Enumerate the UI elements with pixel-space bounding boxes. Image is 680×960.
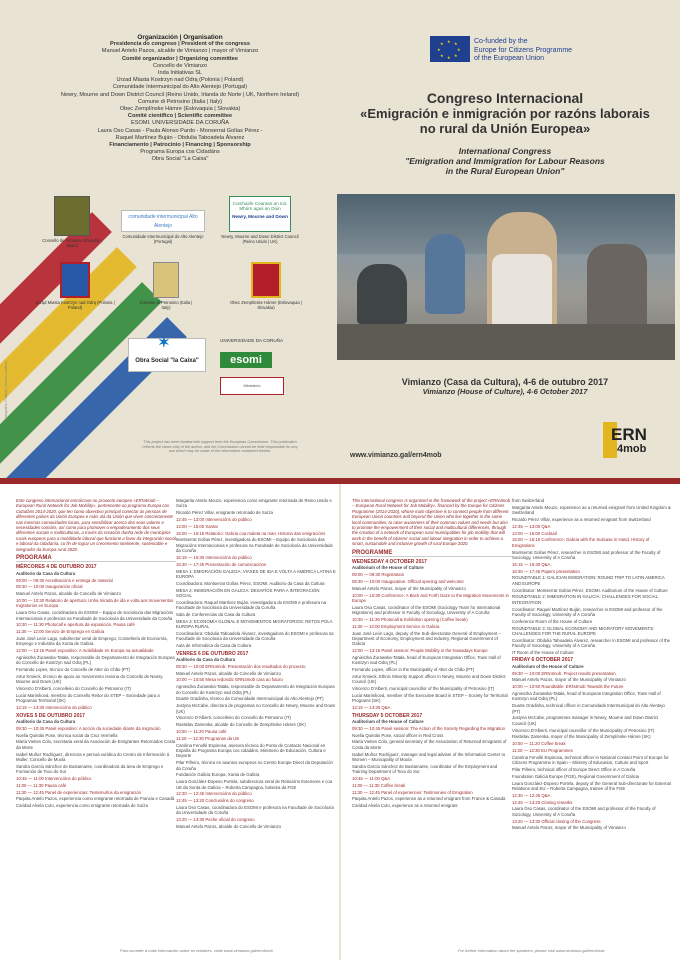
- program-item: Isabel Muñoz Rodríguez, directora e persoa xurídica do Centro de Información á Muller, Concello de Muxía: [16, 751, 170, 763]
- program-item: Lucia Mariniková, membro do Consello Reitor do STEP – Sociedade para a Programas Territorial (SK): [16, 693, 160, 704]
- eu-label-line: Europe for Citizens Programme: [474, 46, 573, 54]
- program-item: 12:45 — 13:00 Q&A: [512, 523, 551, 529]
- logo-ministerio-label: Ministerio: [220, 377, 284, 395]
- scientific-item: ESOMI. UNIVERSIDADE DA CORUÑA: [131, 120, 229, 127]
- title-en-3: in the Rural European Union": [445, 166, 565, 176]
- program-item: 10:30 — 11:30 Photocall & Exhibition opening (Coffee break): [352, 617, 468, 623]
- program-item: Sala de Conferencias da Casa da Cultura: [176, 612, 256, 617]
- place-en: Vimianzo (House of Culture), 4-6 October 2017: [422, 387, 588, 396]
- mob-logo-text: 4mob: [617, 443, 647, 455]
- logo-lacaixa-label: Obra Social "la Caixa": [135, 358, 199, 364]
- program-item: 12:30 — 12:45 Q&A: [512, 792, 551, 798]
- logo-ministerio: [220, 377, 284, 397]
- program-item: Sandra García Sánchez de Bustamante, coordinator of the Employment and Training Department of Toxo do Sur: [352, 763, 498, 775]
- program-item: Artur Kmieck, técnico de apoio ao movemento rexiona do Concello de Newry, Mourne and Down (UK): [16, 674, 164, 685]
- gl-day-2: XOVES 5 DE OUTUBRO 2017: [16, 712, 85, 719]
- logo-lacaixa: [128, 334, 206, 374]
- program-item: Coordinadora: Montserrat Golías Pérez, ESOMI. Auditorio da Casa da Cultura: [176, 580, 325, 586]
- program-item: Manuel Antelo Pazos, alcalde do Concello de Vimianzo: [176, 824, 282, 829]
- en-day-1: WEDNESDAY 4 OCTOBER 2017: [352, 559, 427, 566]
- en-day-1-items: [352, 572, 512, 710]
- program-item: Pilar Piñeiro, técnica en asuntos europeos no Centro Europe Direct da Deputación da Coruña: [176, 760, 333, 771]
- gl-footer: Para acceder á máis información sobre os relatores, visite www.vimianzo.gal/ern4mob: [120, 948, 273, 953]
- en-day-2-items: [352, 726, 512, 809]
- en-day-1-place: Auditorium of the House of Culture: [352, 565, 424, 571]
- logo-kostrzyn: [30, 262, 120, 310]
- program-item: 11:20 — 12:30 EU Programmes: [512, 748, 573, 753]
- funding-disclaimer: This project has been funded with support from the European Commission. This publication reflects the views only of the author, and the Commission cannot be held responsible for any use which may be made of the information contained therein.: [142, 440, 298, 454]
- presidency-name: Manuel Antelo Pazos, alcalde de Vimianzo | mayor of Vimianzo: [101, 48, 259, 55]
- program-item: 16:30 — 17:45 Papers presentation: [512, 568, 580, 574]
- logo-vimianzo: [42, 196, 102, 248]
- program-item: María Vieites Colo, secretaria xeral da Asociación de Emigrantes Retornados Costa da Morte: [16, 739, 176, 750]
- program-item: Noelia Quintás Pose, técnica social da Cruz Vermella: [16, 732, 118, 738]
- petrosino-crest-icon: [153, 262, 179, 298]
- program-item: Carolina Fenollé Espinosa, asesora técnica do Punto de Contacto Nacional en España do Programa Europa cos cidadáns, Ministerio de Educación, Cultura e Deporte: [176, 742, 326, 759]
- program-item: Vincenzo D'Alberti, municipal councillor of the Municipality of Petrosino (IT): [512, 727, 655, 733]
- en-program-column-1: [352, 498, 512, 810]
- program-item: Laura Oso Casas, coordinator of the ESOMI and professor of the Faculty of Sociology, University of A Coruña: [512, 806, 656, 817]
- program-item: 09:30 — 10:00 Inauguración oficial: [16, 584, 83, 590]
- program-item: 11:00 — 11:30 Coffee break: [352, 782, 406, 788]
- en-day-2-place: Auditorium of the House of Culture: [352, 719, 424, 725]
- program-item: Vincenzo D'Alberti, municipal councillor of the Municipality of Petrosino (IT): [352, 686, 495, 692]
- program-item: 13:00 — 15:00 Xantar: [176, 523, 219, 529]
- program-item: Laura Oso Casas, coordinadora do ESOMI – Equipo de Socioloxía das Migracións Internacionais e profesora na Facultade de Socioloxía da Universidade da Coruña: [16, 610, 174, 621]
- ern4mob-logo-icon: [603, 420, 659, 460]
- program-item: Vincenzo D'Alberti, concelleiro do Concello de Petrosino (IT): [16, 686, 131, 692]
- program-item: 10:50 — 11:20 Pausa café: [176, 729, 227, 734]
- program-item: Conference Room of the House of Culture: [512, 618, 593, 624]
- logo-petrosino: [136, 262, 196, 310]
- program-divider: [339, 484, 341, 960]
- program-item: ROUNDTABLE 3: GLOBAL ECONOMY AND MIGRATORY MOVEMENTS: CHALLENGES FOR THE RURAL EUROPE: [512, 625, 655, 636]
- program-item: Laura González-Dopeso Portela, deputy of the General Sub-directorate for External Relations and EU – Roberta Campagna, trainee of the FGE: [512, 780, 671, 791]
- program-item: 11:00 — 11:30 Pausa café: [16, 782, 67, 788]
- gl-day-2-place: Auditorio da Casa da Cultura: [16, 719, 76, 725]
- program-item: Laura Oso Casas, coordinadora do ESOMI e profesora na Facultade de Socioloxía da Universidade da Coruña: [176, 805, 334, 816]
- program-item: Rastislav Zamenka, mayor of the Municipality of Zemplínske Hámre (SK): [512, 734, 651, 740]
- program-item: Fundación Galicia Europa, Xunta de Galicia: [176, 772, 260, 778]
- scientific-label: Comité científico | Scientific committee: [127, 113, 233, 120]
- program-item: from Switzerland: [512, 498, 544, 503]
- program-item: Margarita Antelo Mouzo, experience as a returned emigrant from United Kingdom & Switzerland: [512, 504, 671, 516]
- gl-day-2-items: [16, 726, 176, 809]
- program-item: Foundation Galicia Europe (FGE), Regional Government of Galicia: [512, 773, 640, 779]
- logo-esomi: [220, 352, 272, 370]
- program-item: Manuel Antelo Pazos, mayor of the Municipality of Vimianzo: [352, 585, 466, 591]
- program-item: MESA 1: EMIGRACIÓN GALEGA: VIAXES DE IDA E VOLTA A AMÉRICA LATINA E EUROPA: [176, 568, 336, 579]
- en-column-2-items: [512, 498, 672, 655]
- program-item: 11:30 — 12:00 Servizo de Emprego en Galicia: [16, 629, 105, 635]
- program-item: 16:30 — 17:45 Presentación de comunicacións: [176, 561, 267, 567]
- gl-column-2-items: [176, 498, 336, 649]
- org-header: Organización | Organisation: [137, 34, 223, 41]
- gl-day-3-items: [176, 664, 336, 830]
- program-item: 10:45 — 11:00 Q&A: [352, 776, 391, 782]
- program-item: Laura Oso Casas, coordinator of the ESOMI (Sociology Team for International Migrations) and professor in Faculty of Sociology, University of A Coruña: [352, 604, 501, 616]
- newry-emblem-icon: [229, 196, 291, 232]
- gl-intro: Este congreso internacional enmárcase no proxecto europeo «ERN4mob – European Rural Network for Job Mobility», pertencente ao programa Europa cos Cidadáns 2014-2020, que ten como obxectivo principal conectar ás persoas de diferentes países da Unión Europea e máis alá da Unión que viven concretamente nas mesmas comunidades locais, para sensibilizar acerca dos seus valores e necesidades comúns, así como para promover o empoderamento dos seus diferentes sociais e multiculturais, a través da creación dunha rede de municipios rurais europeos para a mobilidade laboral que funcione a favor da integración social e laboral da cidadanía, co fin de lograr un crecemento intelixente, sustentable e integrador da Europa rural 2020.: [16, 498, 176, 552]
- program-item: 09:00 — 09:30 Registration: [352, 572, 405, 578]
- eu-label-line: of the European Union: [474, 55, 545, 63]
- program-item: 10:00 — 10:50 Mesa redonda: ERN4mob cara ao futuro: [176, 677, 283, 683]
- en-program-heading: PROGRAMME: [352, 551, 512, 557]
- program-item: Noelia Quintás Pose, social officer in Red Cross: [352, 732, 444, 738]
- scientific-item: Raquel Martínez Buján - Obdulia Taboadela Álvarez: [115, 134, 245, 141]
- logo-kostrzyn-label: Urząd Miasta Kostrzyn nad Odrą (Polonia | Poland): [35, 300, 115, 310]
- program-item: María Vieites Colo, general secretary of the Association of Returned Emigrants of Costa da Morte: [352, 739, 507, 750]
- en-intro: This international congress is organized in the framework of the project «ERN4mob – European Rural Network for Job Mobility», financed by the Europe for Citizens Programme (2014-2020), whose main objective is to connect people from different European Union countries and beyond the Union who live together in the same local communities, to raise awareness of their common values and needs but also to promote the empowerment of their social and multicultural differences, through the creation of a network of European rural municipalities for job mobility that will work in the benefit of citizens' social and labour integration in order to achieve a smart, sustainable and inclusive growth of rural Europe 2020.: [352, 498, 511, 547]
- en-day-3: FRIDAY 6 OCTOBER 2017: [512, 657, 574, 664]
- ern-logo-text: ERN: [611, 425, 647, 444]
- logo-alto-alentejo-label: Comunidade Intermunicipal do Alto Alentejo (Portugal): [122, 234, 204, 244]
- program-item: 10:00 — 10:50 Roundtable: ERN4mob Towards the Future: [512, 684, 624, 690]
- program-item: IT Room of the House of Culture: [512, 650, 574, 655]
- gl-day-1-items: [16, 578, 176, 711]
- logo-udc-label: UNIVERSIDADE DA CORUÑA: [220, 338, 284, 343]
- gl-program-heading: PROGRAMA: [16, 556, 176, 562]
- program-item: Ricardo Pérez Villar, experience as a returned emigrant from Switzerland: [512, 517, 651, 522]
- traffic-shape-icon: [587, 244, 647, 334]
- program-item: Manuel Antelo Pazos, alcalde do Concello de Vimianzo: [16, 591, 122, 597]
- program-item: Juan José León Lago, deputy of the Sub-directorate General of Employment – Department of Economy, Employment and Industry, Regional Government of Galicia: [352, 630, 501, 647]
- photo-credit: Fotografía: Pixabay (licenza creative): [4, 360, 8, 420]
- en-program-column-2: [512, 498, 672, 832]
- program-item: 12:45 — 13:20 Conclusións do congreso: [176, 798, 254, 804]
- committee-item: Urzad Miasta Kostrzyn nad Odrą (Polonia | Poland): [116, 77, 244, 84]
- program-item: Caridad Alvela Colo, experience as a returned emigrant: [352, 803, 458, 809]
- program-item: MESA 2: INMIGRACIÓN EN GALICIA: DESAFÍOS PARA A INTEGRACIÓN SOCIAL: [176, 587, 320, 598]
- zemplinske-shield-icon: [251, 262, 281, 298]
- program-item: 09:30 — 10:45 Panel session: The Action of the Society Regarding the Migration: [352, 725, 506, 731]
- program-item: Agnieszka Żurawska-Tatała, head of European Integration Office, Town Hall of Kostrzyn nad Odrą (PL): [352, 655, 501, 666]
- gl-program-column-2: [176, 498, 336, 831]
- en-day-2: THURSDAY 5 OCTOBER 2017: [352, 712, 423, 719]
- program-item: Caridad Alvela Colo, experiencia como emigrante retornada de Suíza: [16, 803, 148, 809]
- program-item: Fernando Lopes, técnico do Concello de Alter do Chão (PT): [16, 667, 130, 673]
- vimianzo-shield-icon: [54, 196, 90, 236]
- committee-item: Concello de Vimianzo: [152, 62, 207, 69]
- program-item: 12:00 — 13:15 Panel expositivo: A mobilidade en Europa na actualidade: [16, 648, 154, 654]
- funding-item: Obra Social "La Caixa": [151, 156, 209, 163]
- program-item: 09:30 — 10:00 Inauguration. Official opening and welcome: [352, 579, 464, 585]
- program-item: 09:00 — 09:30 Acreditacións e entrega de material: [16, 577, 113, 583]
- road-shape-icon: [337, 324, 675, 360]
- program-item: Coordinadora: Obdulia Taboadela Álvarez, investigadora do ESOMI e profesora na Facultade de Socioloxía da Universidade da Coruña: [176, 631, 334, 642]
- en-footer: For further information about the speakers, please visit www.vimianzo.gal/ern4mob: [458, 948, 605, 953]
- newry-mark-text-2: Newry, Mourne and Down: [232, 213, 288, 219]
- program-item: Montserrat Golías Pérez, investigadora do ESOMI – Equipo de Socioloxía das Migracións Internacionais e profesora na Facultade de Socioloxía da Universidade da Coruña: [176, 537, 333, 554]
- program-section: [0, 478, 680, 960]
- title-sub-2: no rural da Unión Europea»: [419, 121, 591, 136]
- logo-newry: [220, 196, 300, 244]
- program-item: 10:50 — 11:20 Coffee break: [512, 741, 566, 747]
- program-item: 12:45 — 13:00 Intervencións do público: [176, 517, 252, 522]
- logo-zemplinske-label: Obec Zemplínske Hámre (Eslovaquia | Slovakia): [230, 300, 302, 310]
- program-item: 09:30 — 10:45 Panel expositivo: A acción da sociedade diante da migración: [16, 725, 161, 731]
- program-item: 09:30 — 10:00 ERN4mob. Project results presentation: [512, 670, 616, 676]
- logo-udc: [220, 338, 296, 343]
- title-sub-1: «Emigración e inmigración por razóns laborais: [360, 106, 650, 121]
- program-item: 13:15 — 13:30 Q&A: [352, 705, 391, 711]
- program-item: 10:30 — 11:30 Photocall e apertura da exposición. Pausa café: [16, 622, 135, 628]
- gl-day-3: VENRES 6 DE OUTUBRO 2017: [176, 650, 249, 657]
- program-item: MESA 3: ECONOMÍA GLOBAL E MOVEMENTOS MIGRATORIOS: RETOS POLA EUROPA RURAL: [176, 618, 333, 630]
- logo-petrosino-label: Comune di Petrosino (Italia | Italy): [139, 300, 193, 310]
- gl-day-1: MÉRCORES 4 DE OUTUBRO 2017: [16, 564, 97, 571]
- committee-item: Obec Zemplínske Hámre (Eslovaquia | Slovakia): [119, 106, 241, 113]
- program-item: 16:15 — 16:30 Intervencións do público: [176, 555, 252, 560]
- eu-label-line: Co-funded by the: [474, 38, 528, 45]
- program-item: 11:30 — 12:45 Panel of experiences: Testimonies of Emigration: [352, 789, 473, 795]
- program-item: Rastislav Zamenka, alcalde do Concello de Zemplínske Hámre (SK): [176, 722, 306, 728]
- program-item: 10:45 — 11:00 Intervencións do público: [16, 776, 92, 782]
- program-item: Carolina Fenollé Espinosa, technical officer in National Contact Point of Europe for Citizens Programme in Spain – Ministry of Education, Culture and Sport: [512, 754, 669, 766]
- program-item: 11:30 — 12:00 Employment Service in Galicia: [352, 623, 440, 629]
- logo-vimianzo-label: Concello de Vimianzo (España | Spain): [42, 238, 102, 248]
- scientific-item: Laura Oso Casas - Paula Alonso Pardo - Monserrat Golías Pérez -: [97, 127, 263, 134]
- program-item: Ricardo Pérez Villar, emigrante retornado de Suíza: [176, 510, 273, 516]
- program-item: 09:30 — 10:00 ERN4mob. Presentación dos resultados do proxecto: [176, 663, 306, 669]
- program-item: Agnieszka Żurawska-Tatała, responsable do Departamento de Integración Europea do Concello de Kostrzyn nad Odrą (PL): [16, 655, 175, 666]
- program-item: Isabel Muñoz Rodríguez, manager and legal adviser of the Information Center to Women – Municipality of Muxía: [352, 751, 506, 763]
- program-item: 12:00 — 13:15 Panel session: People Mobility in the Nowadays Europe: [352, 648, 488, 654]
- funding-label: Financiamento | Patrocinio | Financing | Sponsorship: [109, 142, 251, 149]
- program-item: Paquita Antelo Pazos, experiencia como emigrante retornada de Francia e Canadá: [16, 796, 175, 802]
- program-item: Manuel Antelo Pazos, mayor of the Municipality of Vimianzo: [512, 677, 626, 683]
- program-item: 13:00 — 15:00 Cocktail: [512, 530, 557, 536]
- program-item: Justyna McCabe, directora de programas no Concello de Newry, Mourne and Down (UK): [176, 703, 336, 714]
- program-item: Vincenzo D'Alberti, concelleiro do Concello de Petrosino (IT): [176, 715, 291, 721]
- program-item: 13:20 — 13:30 Official closing of the Congress: [512, 818, 601, 824]
- program-item: Paquita Antelo Pazos, experience as a returned emigrant from France & Canada: [352, 796, 506, 802]
- program-item: 11:20 — 12:30 Programas da UE: [176, 735, 240, 741]
- presidency-label: Presidencia do congreso | President of the congress: [110, 41, 250, 48]
- organization-block: [60, 34, 300, 164]
- program-item: 16:15 — 16:30 Q&A: [512, 561, 551, 567]
- program-item: Pilar Piñeiro, technical officer of Europe Direct Office in A Coruña: [512, 767, 636, 772]
- committee-item: Inda Initiativas SL: [157, 70, 203, 77]
- program-item: 15:00 — 16:15 Relatorio: Galicia coa maleta na man. Historia das emigracións: [176, 530, 326, 536]
- program-item: Coordinator: Obdulia Taboadela Álvarez, researcher in ESOMI and professor of the Faculty of Sociology, University of A Coruña: [512, 637, 671, 649]
- cover-photo: [337, 194, 675, 360]
- program-item: 13:15 — 13:30 Intervencións do público: [16, 705, 92, 711]
- program-item: 10:00 — 10:30 Conference: A Back and Forth Gaze to the Migration Movements in Europe: [352, 592, 509, 604]
- program-item: Artur Kmieck, Ethnic Minority Support officer in Newry, Mourne and Down District Council (UK): [352, 674, 506, 685]
- committee-label: Comité organizador | Organizing committee: [122, 55, 238, 62]
- logo-alto-alentejo: [118, 210, 208, 244]
- committee-item: Comunidade Intermunicipal do Alto Alentejo (Portugal): [112, 84, 248, 91]
- lacaixa-star: ✶: [158, 334, 170, 350]
- program-item: Montserrat Golías Pérez, researcher in ESOMI and professor of the Faculty of Sociology, University of A Coruña: [512, 549, 661, 560]
- title-en-2: "Emigration and Immigration for Labour Reasons: [405, 156, 605, 166]
- brochure-cover: [0, 0, 680, 478]
- gl-day-1-place: Auditorio da Casa da Cultura: [16, 570, 76, 576]
- congress-title: [345, 90, 665, 176]
- program-item: 12:30 — 12:45 Intervencións do público: [176, 791, 252, 797]
- program-item: Laura González-Dopeso Portela, subdirectora xeral de Relacións Exteriores e coa UE da Xunta de Galicia – Roberta Campagna, bolseira da FGE: [176, 779, 333, 790]
- program-item: Duarte Gradinha, technical officer in Comunidade Intermunicipal do Alto Alentejo (PT): [512, 703, 665, 714]
- program-item: Coordinadora: Raquel Martínez Buján, investigadora do ESOMI e profesora na Facultade de Socioloxía da Universidade da Coruña: [176, 599, 326, 611]
- program-item: Coordinator: Montserrat Golías Pérez, ESOMI. Auditorium of the House of Culture: [512, 587, 668, 593]
- program-item: Justyna McCabe, programmes manager in Newry, Mourne and Down District Council (UK): [512, 715, 659, 726]
- logo-zemplinske: [226, 262, 306, 310]
- logo-esomi-label: esomi: [220, 352, 272, 368]
- scooter-shape-icon: [357, 264, 407, 324]
- program-item: Duarte Gradinha, técnico da Comunidade Intermunicipal do Alto Alentejo (PT): [176, 696, 324, 702]
- program-item: Juan José León Lago, subdirector xeral de Emprego, Consellería de Economía, Emprego e Industria da Xunta de Galicia: [16, 636, 168, 647]
- lacaixa-star-icon: [128, 334, 206, 372]
- gl-program-column-1: [16, 498, 176, 810]
- program-item: Sandra García Sánchez de Bustamante, coordinadora da área de Emprego e Formación de Toxo do Sur: [16, 763, 164, 775]
- program-item: Margarita Antelo Mouzo, experiencia como emigrante retornada de Reino Unido e Suíza: [176, 498, 332, 509]
- alto-alentejo-mark-icon: comunidade intermunicipal Alto Alentejo: [121, 210, 205, 232]
- person-shape-icon: [425, 234, 465, 314]
- program-item: Lucia Mariniková, member of the Executive Board in STEP – Society for Territorial Programs (SK): [352, 693, 508, 704]
- program-item: 12:45 — 13:20 Closing remarks: [512, 799, 573, 805]
- kostrzyn-shield-icon: [60, 262, 90, 298]
- program-item: 10:00 — 10:30 Relatorio de apertura: Unha mirada de ida e volta aos movementos migratorios en Europa: [16, 598, 174, 609]
- place-gl: Vimianzo (Casa da Cultura), 4-6 de outubro 2017: [401, 377, 609, 387]
- program-item: ROUNDTABLE 2: IMMIGRATION IN GALICIA: CHALLENGES FOR SOCIAL INTEGRATION: [512, 594, 658, 605]
- program-item: Aula de Informática da Casa da Cultura: [176, 643, 252, 649]
- logo-newry-label: Newry, Mourne and Down District Council (Reino Unido | UK): [221, 234, 299, 244]
- program-item: Coordinator: Raquel Martínez Buján, researcher in ESOMI and professor of the Faculty of Sociology, University of A Coruña: [512, 606, 663, 617]
- program-item: 13:20 — 13:30 Peche oficial do congreso: [176, 817, 255, 823]
- en-day-3-place: Auditorium of the House of Culture: [512, 663, 584, 669]
- committee-item: Newry, Mourne and Down District Council (Reino Unido, Irlanda do Norte | UK, Northern Ireland): [60, 91, 300, 98]
- program-item: Fernando Lopes, officer in the Municipality of Alter do Chão (PT): [352, 667, 475, 673]
- program-item: 15:00 — 16:15 Conference: Galicia with the Suitcase in Hand. History of Emigrations: [512, 537, 650, 548]
- committee-item: Comune di Petrosino (Italia | Italy): [137, 98, 223, 105]
- program-item: ROUNDTABLE 1: GALICIAN EMIGRATION: ROUND TRIP TO LATIN AMERICA AND EUROPE: [512, 575, 665, 586]
- event-place: [345, 377, 665, 396]
- title-en-1: International Congress: [458, 146, 552, 156]
- newry-mark-text: Comhairle Ceantair an Iúir, Mhúrn agus an Dúin: [232, 201, 288, 212]
- program-item: 11:30 — 12:45 Panel de experiencias: Testemuños da emigración: [16, 789, 142, 795]
- title-main: Congreso Internacional: [426, 90, 584, 106]
- website-link[interactable]: www.vimianzo.gal/ern4mob: [350, 452, 442, 459]
- cover-left-panel: [0, 0, 335, 478]
- program-item: Manuel Antelo Pazos, mayor of the Municipality of Vimianzo: [512, 825, 626, 831]
- eu-flag-icon: ★ ★ ★ ★ ★ ★ ★ ★: [430, 36, 470, 62]
- program-item: Agnieszka Żurawska-Tatała, head of European Integration Office, Town Hall of Kostrzyn nad Odrą (PL): [512, 691, 661, 702]
- en-day-3-items: [512, 671, 672, 831]
- gl-day-3-place: Auditorio da Casa da Cultura: [176, 657, 236, 663]
- funding-item: Programa Europa cos Cidadáns: [140, 149, 220, 156]
- program-item: Agnieszka Żurawska-Tatała, responsable do Departamento de Integración Europea do Concello de Kostrzyn nad Odrą (PL): [176, 684, 335, 695]
- program-item: Manuel Antelo Pazos, alcalde do Concello de Vimianzo: [176, 670, 282, 676]
- eu-cofunded-label: [474, 38, 572, 64]
